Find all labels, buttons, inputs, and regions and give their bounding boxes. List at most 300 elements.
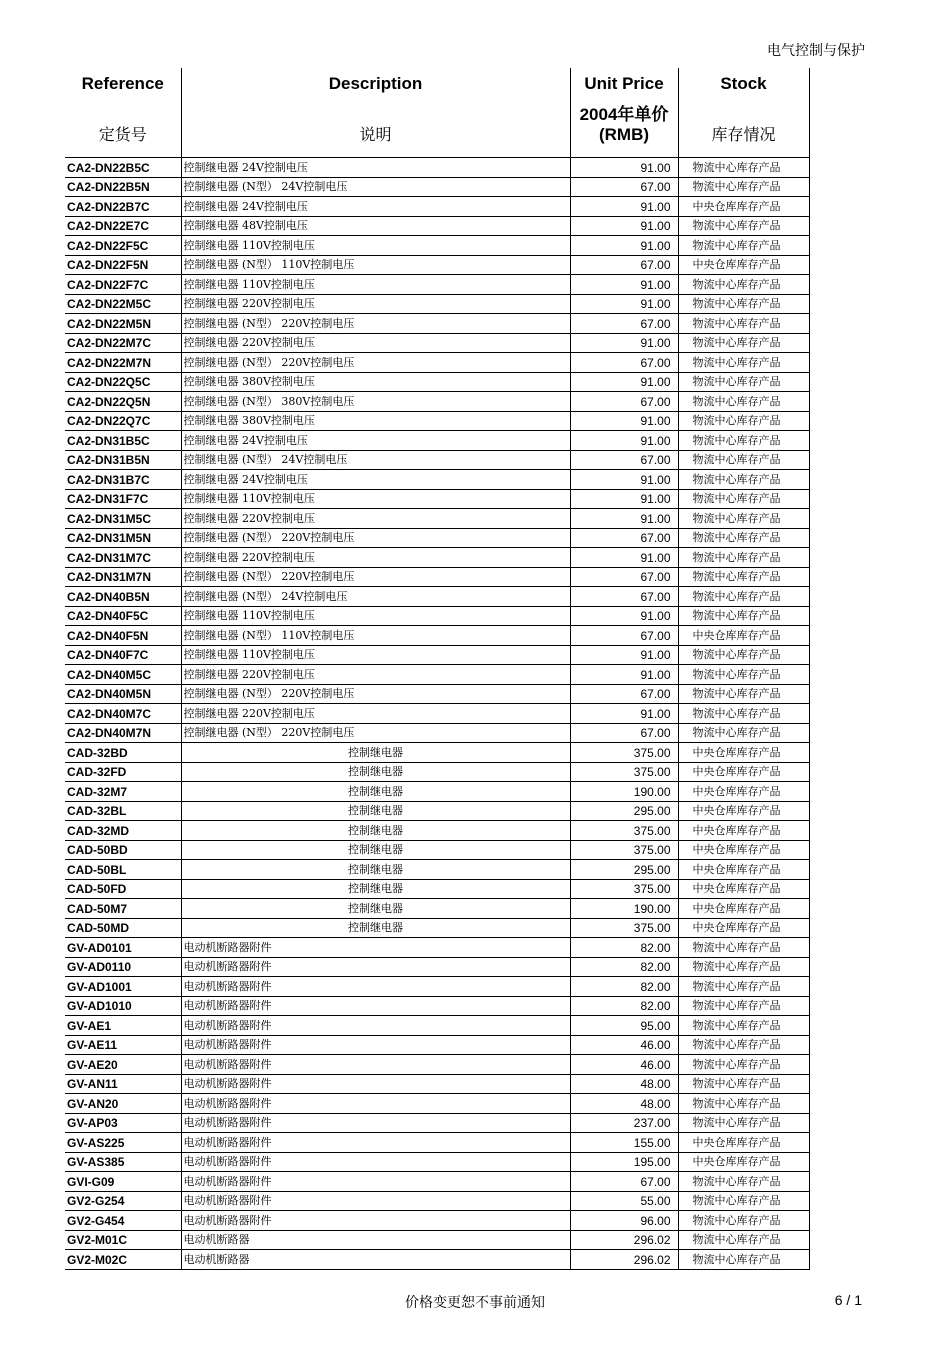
table-row <box>65 743 809 763</box>
table-row <box>65 275 809 295</box>
description-cell: 电动机断路器附件 <box>181 1055 570 1075</box>
stock-status-cell: 物流中心库存产品 <box>678 1172 809 1192</box>
description-header-en: Description <box>328 74 423 93</box>
stock-status-cell: 中央仓库库存产品 <box>678 840 809 860</box>
description-cell: 控制继电器 110V控制电压 <box>181 236 570 256</box>
description-cell: 电动机断路器附件 <box>181 1211 570 1231</box>
table-row <box>65 879 809 899</box>
reference-cell: CA2-DN22Q5N <box>65 392 181 412</box>
description-cell: 电动机断路器附件 <box>181 1074 570 1094</box>
price-list-body <box>65 158 809 1270</box>
description-cell: 控制继电器 <box>181 743 570 763</box>
stock-status-cell: 中央仓库库存产品 <box>678 197 809 217</box>
reference-cell: CA2-DN22F5N <box>65 255 181 275</box>
column-header-stock <box>678 68 809 152</box>
reference-cell: CAD-50MD <box>65 918 181 938</box>
reference-cell: CA2-DN22Q7C <box>65 411 181 431</box>
stock-status-cell: 物流中心库存产品 <box>678 314 809 334</box>
unit-price-cell: 155.00 <box>570 1133 678 1153</box>
table-row <box>65 899 809 919</box>
unit-price-cell: 67.00 <box>570 567 678 587</box>
stock-status-cell: 物流中心库存产品 <box>678 1074 809 1094</box>
stock-header-en: Stock <box>720 74 767 93</box>
reference-cell: CA2-DN22E7C <box>65 216 181 236</box>
stock-status-cell: 物流中心库存产品 <box>678 567 809 587</box>
unit-price-cell: 67.00 <box>570 450 678 470</box>
reference-cell: CA2-DN22M5C <box>65 294 181 314</box>
unit-price-cell: 67.00 <box>570 1172 678 1192</box>
reference-cell: CA2-DN31M7C <box>65 548 181 568</box>
unit-price-cell: 91.00 <box>570 275 678 295</box>
description-cell: 控制继电器 (N型） 220V控制电压 <box>181 684 570 704</box>
unit-price-cell: 91.00 <box>570 294 678 314</box>
unit-price-cell: 195.00 <box>570 1152 678 1172</box>
description-cell: 电动机断路器附件 <box>181 996 570 1016</box>
table-row <box>65 255 809 275</box>
unit-price-cell: 95.00 <box>570 1016 678 1036</box>
stock-status-cell: 中央仓库库存产品 <box>678 743 809 763</box>
stock-status-cell: 物流中心库存产品 <box>678 216 809 236</box>
reference-cell: CA2-DN22B5N <box>65 177 181 197</box>
table-row <box>65 1055 809 1075</box>
description-cell: 控制继电器 <box>181 918 570 938</box>
stock-status-cell: 中央仓库库存产品 <box>678 762 809 782</box>
stock-status-cell: 物流中心库存产品 <box>678 1055 809 1075</box>
stock-status-cell: 物流中心库存产品 <box>678 353 809 373</box>
unit-price-cell: 67.00 <box>570 723 678 743</box>
unit-price-cell: 91.00 <box>570 333 678 353</box>
table-row <box>65 197 809 217</box>
reference-cell: GV-AS225 <box>65 1133 181 1153</box>
reference-cell: CA2-DN31B5N <box>65 450 181 470</box>
unit-price-cell: 296.02 <box>570 1230 678 1250</box>
description-cell: 控制继电器 (N型） 24V控制电压 <box>181 177 570 197</box>
description-cell: 电动机断路器附件 <box>181 1152 570 1172</box>
table-row <box>65 938 809 958</box>
stock-status-cell: 物流中心库存产品 <box>678 236 809 256</box>
table-row <box>65 1074 809 1094</box>
unit-price-cell: 91.00 <box>570 411 678 431</box>
table-row <box>65 294 809 314</box>
table-row <box>65 606 809 626</box>
stock-status-cell: 中央仓库库存产品 <box>678 626 809 646</box>
reference-cell: GV-AS385 <box>65 1152 181 1172</box>
description-cell: 电动机断路器附件 <box>181 938 570 958</box>
reference-cell: CAD-32FD <box>65 762 181 782</box>
reference-cell: CA2-DN22F5C <box>65 236 181 256</box>
unit-price-cell: 67.00 <box>570 528 678 548</box>
reference-cell: CA2-DN22M7N <box>65 353 181 373</box>
table-row <box>65 392 809 412</box>
reference-cell: CA2-DN40F7C <box>65 645 181 665</box>
section-title: 电气控制与保护 <box>767 43 865 59</box>
table-row <box>65 1211 809 1231</box>
stock-status-cell: 物流中心库存产品 <box>678 1211 809 1231</box>
unit-price-cell: 82.00 <box>570 996 678 1016</box>
reference-cell: GV-AN11 <box>65 1074 181 1094</box>
stock-header-zh: 库存情况 <box>711 125 776 144</box>
column-header-unit-price <box>570 68 678 152</box>
description-cell: 控制继电器 220V控制电压 <box>181 704 570 724</box>
reference-cell: CA2-DN31F7C <box>65 489 181 509</box>
stock-status-cell: 物流中心库存产品 <box>678 1016 809 1036</box>
description-cell: 控制继电器 110V控制电压 <box>181 606 570 626</box>
stock-status-cell: 物流中心库存产品 <box>678 528 809 548</box>
description-cell: 控制继电器 <box>181 879 570 899</box>
reference-cell: GV2-M01C <box>65 1230 181 1250</box>
reference-cell: CA2-DN40M5C <box>65 665 181 685</box>
unit-price-cell: 55.00 <box>570 1191 678 1211</box>
unit-price-cell: 82.00 <box>570 957 678 977</box>
reference-cell: CA2-DN40B5N <box>65 587 181 607</box>
reference-cell: CAD-50FD <box>65 879 181 899</box>
reference-cell: CAD-50M7 <box>65 899 181 919</box>
description-cell: 控制继电器 24V控制电压 <box>181 197 570 217</box>
description-cell: 控制继电器 220V控制电压 <box>181 509 570 529</box>
reference-cell: CA2-DN31B5C <box>65 431 181 451</box>
description-cell: 控制继电器 220V控制电压 <box>181 333 570 353</box>
table-row <box>65 567 809 587</box>
price-list-table <box>65 68 810 1270</box>
reference-cell: CA2-DN22B5C <box>65 158 181 178</box>
description-cell: 控制继电器 220V控制电压 <box>181 665 570 685</box>
unit-price-cell: 67.00 <box>570 587 678 607</box>
stock-status-cell: 物流中心库存产品 <box>678 1113 809 1133</box>
unit-price-cell: 91.00 <box>570 704 678 724</box>
reference-cell: GV-AD1001 <box>65 977 181 997</box>
description-cell: 控制继电器 (N型） 110V控制电压 <box>181 626 570 646</box>
stock-status-cell: 中央仓库库存产品 <box>678 1152 809 1172</box>
reference-cell: GV-AE1 <box>65 1016 181 1036</box>
unit-price-cell: 375.00 <box>570 840 678 860</box>
unit-price-cell: 67.00 <box>570 684 678 704</box>
reference-cell: GV-AD0101 <box>65 938 181 958</box>
table-row <box>65 723 809 743</box>
description-cell: 电动机断路器附件 <box>181 1113 570 1133</box>
description-cell: 电动机断路器附件 <box>181 1094 570 1114</box>
stock-status-cell: 物流中心库存产品 <box>678 1035 809 1055</box>
unit-price-cell: 296.02 <box>570 1250 678 1270</box>
stock-status-cell: 物流中心库存产品 <box>678 665 809 685</box>
stock-status-cell: 物流中心库存产品 <box>678 1230 809 1250</box>
stock-status-cell: 物流中心库存产品 <box>678 470 809 490</box>
table-row <box>65 977 809 997</box>
stock-status-cell: 物流中心库存产品 <box>678 1250 809 1270</box>
description-cell: 控制继电器 <box>181 762 570 782</box>
stock-status-cell: 中央仓库库存产品 <box>678 821 809 841</box>
stock-status-cell: 中央仓库库存产品 <box>678 860 809 880</box>
reference-cell: GVI-G09 <box>65 1172 181 1192</box>
unit-price-cell: 67.00 <box>570 314 678 334</box>
reference-cell: CA2-DN22F7C <box>65 275 181 295</box>
stock-status-cell: 中央仓库库存产品 <box>678 899 809 919</box>
description-cell: 控制继电器 24V控制电压 <box>181 470 570 490</box>
table-row <box>65 411 809 431</box>
reference-cell: CA2-DN40M7C <box>65 704 181 724</box>
description-cell: 控制继电器 (N型） 220V控制电压 <box>181 528 570 548</box>
table-row <box>65 860 809 880</box>
reference-cell: CA2-DN22B7C <box>65 197 181 217</box>
stock-status-cell: 物流中心库存产品 <box>678 392 809 412</box>
description-cell: 控制继电器 <box>181 860 570 880</box>
stock-status-cell: 中央仓库库存产品 <box>678 918 809 938</box>
table-row <box>65 996 809 1016</box>
stock-status-cell: 物流中心库存产品 <box>678 411 809 431</box>
description-cell: 电动机断路器附件 <box>181 1133 570 1153</box>
unit-price-cell: 295.00 <box>570 860 678 880</box>
table-row <box>65 587 809 607</box>
stock-status-cell: 物流中心库存产品 <box>678 509 809 529</box>
stock-status-cell: 物流中心库存产品 <box>678 294 809 314</box>
reference-cell: CAD-32M7 <box>65 782 181 802</box>
reference-header-zh: 定货号 <box>98 125 147 144</box>
description-cell: 电动机断路器 <box>181 1250 570 1270</box>
table-row <box>65 450 809 470</box>
stock-status-cell: 物流中心库存产品 <box>678 489 809 509</box>
stock-status-cell: 物流中心库存产品 <box>678 977 809 997</box>
price-header-year: 2004年单价 <box>579 105 669 124</box>
stock-status-cell: 物流中心库存产品 <box>678 1094 809 1114</box>
reference-cell: CA2-DN40M7N <box>65 723 181 743</box>
description-cell: 电动机断路器附件 <box>181 1172 570 1192</box>
unit-price-cell: 91.00 <box>570 372 678 392</box>
description-cell: 控制继电器 (N型） 220V控制电压 <box>181 314 570 334</box>
description-cell: 控制继电器 <box>181 801 570 821</box>
reference-cell: CA2-DN31M5N <box>65 528 181 548</box>
stock-status-cell: 物流中心库存产品 <box>678 450 809 470</box>
reference-cell: CA2-DN40F5N <box>65 626 181 646</box>
stock-status-cell: 物流中心库存产品 <box>678 704 809 724</box>
reference-cell: CA2-DN22Q5C <box>65 372 181 392</box>
description-cell: 控制继电器 <box>181 821 570 841</box>
unit-price-cell: 91.00 <box>570 158 678 178</box>
table-row <box>65 1094 809 1114</box>
description-cell: 控制继电器 110V控制电压 <box>181 275 570 295</box>
description-cell: 电动机断路器附件 <box>181 1035 570 1055</box>
stock-status-cell: 中央仓库库存产品 <box>678 879 809 899</box>
reference-cell: CA2-DN40M5N <box>65 684 181 704</box>
price-change-notice: 价格变更恕不事前通知 <box>405 1295 545 1311</box>
unit-price-cell: 91.00 <box>570 197 678 217</box>
description-cell: 控制继电器 24V控制电压 <box>181 431 570 451</box>
description-cell: 控制继电器 <box>181 782 570 802</box>
reference-cell: CAD-32BL <box>65 801 181 821</box>
stock-status-cell: 物流中心库存产品 <box>678 587 809 607</box>
table-row <box>65 1152 809 1172</box>
description-cell: 电动机断路器附件 <box>181 1191 570 1211</box>
unit-price-cell: 96.00 <box>570 1211 678 1231</box>
stock-status-cell: 中央仓库库存产品 <box>678 782 809 802</box>
table-row <box>65 431 809 451</box>
table-row <box>65 1016 809 1036</box>
unit-price-cell: 91.00 <box>570 470 678 490</box>
price-header-currency: (RMB) <box>598 125 650 144</box>
reference-cell: GV-AN20 <box>65 1094 181 1114</box>
table-row <box>65 918 809 938</box>
reference-cell: CA2-DN22M7C <box>65 333 181 353</box>
table-row <box>65 645 809 665</box>
reference-cell: CA2-DN31M5C <box>65 509 181 529</box>
stock-status-cell: 物流中心库存产品 <box>678 275 809 295</box>
unit-price-cell: 190.00 <box>570 782 678 802</box>
table-row <box>65 470 809 490</box>
table-row <box>65 1250 809 1270</box>
column-header-description <box>181 68 570 152</box>
reference-cell: GV2-M02C <box>65 1250 181 1270</box>
table-row <box>65 509 809 529</box>
unit-price-cell: 91.00 <box>570 216 678 236</box>
stock-status-cell: 物流中心库存产品 <box>678 177 809 197</box>
unit-price-cell: 295.00 <box>570 801 678 821</box>
stock-status-cell: 中央仓库库存产品 <box>678 801 809 821</box>
reference-cell: CAD-50BL <box>65 860 181 880</box>
description-cell: 控制继电器 <box>181 899 570 919</box>
unit-price-cell: 67.00 <box>570 392 678 412</box>
table-row <box>65 158 809 178</box>
description-cell: 电动机断路器 <box>181 1230 570 1250</box>
reference-cell: GV-AE11 <box>65 1035 181 1055</box>
description-cell: 控制继电器 380V控制电压 <box>181 372 570 392</box>
description-cell: 控制继电器 220V控制电压 <box>181 548 570 568</box>
table-row <box>65 1113 809 1133</box>
stock-status-cell: 物流中心库存产品 <box>678 606 809 626</box>
unit-price-cell: 91.00 <box>570 489 678 509</box>
unit-price-cell: 91.00 <box>570 236 678 256</box>
stock-status-cell: 物流中心库存产品 <box>678 938 809 958</box>
unit-price-cell: 91.00 <box>570 431 678 451</box>
reference-cell: GV-AD0110 <box>65 957 181 977</box>
reference-cell: CA2-DN40F5C <box>65 606 181 626</box>
description-cell: 控制继电器 110V控制电压 <box>181 489 570 509</box>
table-row <box>65 528 809 548</box>
description-cell: 控制继电器 <box>181 840 570 860</box>
table-row <box>65 704 809 724</box>
page-number: 6 / 1 <box>834 1292 862 1308</box>
unit-price-cell: 190.00 <box>570 899 678 919</box>
description-cell: 控制继电器 (N型） 220V控制电压 <box>181 567 570 587</box>
unit-price-cell: 67.00 <box>570 626 678 646</box>
stock-status-cell: 物流中心库存产品 <box>678 957 809 977</box>
description-cell: 电动机断路器附件 <box>181 957 570 977</box>
stock-status-cell: 物流中心库存产品 <box>678 1191 809 1211</box>
table-row <box>65 1191 809 1211</box>
reference-cell: CA2-DN31M7N <box>65 567 181 587</box>
table-row <box>65 626 809 646</box>
reference-cell: GV2-G454 <box>65 1211 181 1231</box>
description-cell: 控制继电器 48V控制电压 <box>181 216 570 236</box>
unit-price-cell: 375.00 <box>570 762 678 782</box>
reference-cell: CAD-50BD <box>65 840 181 860</box>
reference-cell: GV2-G254 <box>65 1191 181 1211</box>
table-row <box>65 840 809 860</box>
unit-price-cell: 375.00 <box>570 879 678 899</box>
description-cell: 控制继电器 220V控制电压 <box>181 294 570 314</box>
table-row <box>65 236 809 256</box>
table-header-row <box>65 68 809 152</box>
table-row <box>65 216 809 236</box>
stock-status-cell: 物流中心库存产品 <box>678 333 809 353</box>
unit-price-cell: 237.00 <box>570 1113 678 1133</box>
stock-status-cell: 中央仓库库存产品 <box>678 255 809 275</box>
unit-price-cell: 48.00 <box>570 1094 678 1114</box>
stock-status-cell: 物流中心库存产品 <box>678 372 809 392</box>
table-row <box>65 762 809 782</box>
stock-status-cell: 中央仓库库存产品 <box>678 1133 809 1153</box>
table-row <box>65 801 809 821</box>
stock-status-cell: 物流中心库存产品 <box>678 431 809 451</box>
table-row <box>65 665 809 685</box>
description-cell: 电动机断路器附件 <box>181 1016 570 1036</box>
unit-price-cell: 91.00 <box>570 645 678 665</box>
unit-price-cell: 46.00 <box>570 1035 678 1055</box>
description-cell: 电动机断路器附件 <box>181 977 570 997</box>
table-row <box>65 177 809 197</box>
table-row <box>65 1230 809 1250</box>
description-header-zh: 说明 <box>359 125 392 144</box>
table-row <box>65 1035 809 1055</box>
table-row <box>65 782 809 802</box>
table-row <box>65 957 809 977</box>
stock-status-cell: 物流中心库存产品 <box>678 684 809 704</box>
unit-price-cell: 82.00 <box>570 977 678 997</box>
unit-price-cell: 375.00 <box>570 918 678 938</box>
reference-header-en: Reference <box>81 74 164 93</box>
table-row <box>65 333 809 353</box>
column-header-reference <box>65 68 181 152</box>
description-cell: 控制继电器 (N型） 220V控制电压 <box>181 723 570 743</box>
description-cell: 控制继电器 110V控制电压 <box>181 645 570 665</box>
stock-status-cell: 物流中心库存产品 <box>678 996 809 1016</box>
unit-price-cell: 91.00 <box>570 509 678 529</box>
unit-price-cell: 91.00 <box>570 548 678 568</box>
description-cell: 控制继电器 (N型） 24V控制电压 <box>181 587 570 607</box>
reference-cell: GV-AE20 <box>65 1055 181 1075</box>
unit-price-cell: 48.00 <box>570 1074 678 1094</box>
description-cell: 控制继电器 (N型） 380V控制电压 <box>181 392 570 412</box>
table-row <box>65 1172 809 1192</box>
description-cell: 控制继电器 (N型） 110V控制电压 <box>181 255 570 275</box>
table-row <box>65 1133 809 1153</box>
reference-cell: CAD-32BD <box>65 743 181 763</box>
reference-cell: GV-AP03 <box>65 1113 181 1133</box>
unit-price-cell: 91.00 <box>570 606 678 626</box>
unit-price-cell: 82.00 <box>570 938 678 958</box>
unit-price-cell: 67.00 <box>570 177 678 197</box>
table-row <box>65 353 809 373</box>
stock-status-cell: 物流中心库存产品 <box>678 723 809 743</box>
reference-cell: GV-AD1010 <box>65 996 181 1016</box>
table-row <box>65 372 809 392</box>
unit-price-cell: 91.00 <box>570 665 678 685</box>
stock-status-cell: 物流中心库存产品 <box>678 158 809 178</box>
description-cell: 控制继电器 (N型） 24V控制电压 <box>181 450 570 470</box>
unit-price-cell: 46.00 <box>570 1055 678 1075</box>
table-row <box>65 489 809 509</box>
reference-cell: CA2-DN22M5N <box>65 314 181 334</box>
description-cell: 控制继电器 380V控制电压 <box>181 411 570 431</box>
table-row <box>65 548 809 568</box>
table-row <box>65 314 809 334</box>
unit-price-cell: 375.00 <box>570 821 678 841</box>
table-row <box>65 684 809 704</box>
unit-price-cell: 67.00 <box>570 255 678 275</box>
unit-price-cell: 375.00 <box>570 743 678 763</box>
reference-cell: CAD-32MD <box>65 821 181 841</box>
table-row <box>65 821 809 841</box>
description-cell: 控制继电器 (N型） 220V控制电压 <box>181 353 570 373</box>
description-cell: 控制继电器 24V控制电压 <box>181 158 570 178</box>
stock-status-cell: 物流中心库存产品 <box>678 645 809 665</box>
